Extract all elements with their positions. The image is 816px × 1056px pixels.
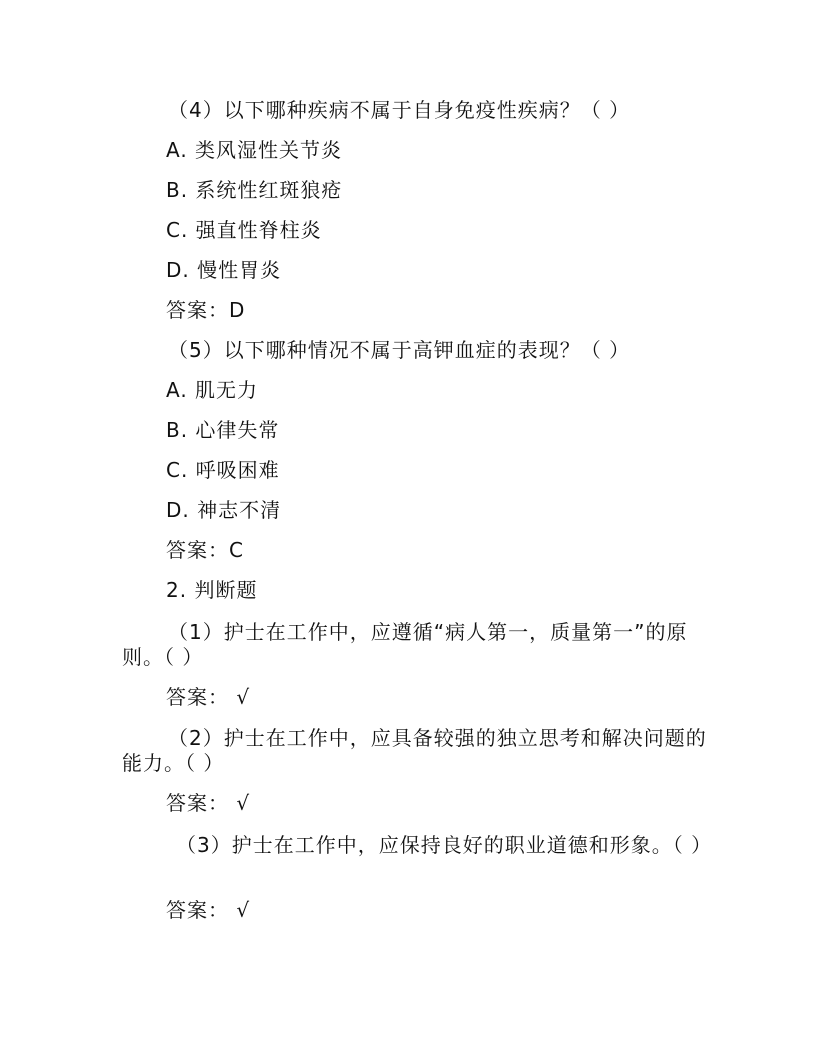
question-4-stem: （4）以下哪种疾病不属于自身免疫性疾病？（ ）	[168, 98, 631, 122]
question-5-stem: （5）以下哪种情况不属于高钾血症的表现？（ ）	[168, 338, 631, 362]
question-5-option-a: A. 肌无力	[166, 378, 259, 402]
true-false-item-3-answer: 答案： √	[166, 898, 251, 922]
question-5-option-d: D. 神志不清	[166, 498, 282, 522]
question-4-option-d: D. 慢性胃炎	[166, 258, 282, 282]
true-false-item-1: （1）护士在工作中，应遵循“病人第一，质量第一”的原则。（ ）	[122, 620, 688, 669]
question-4-option-a: A. 类风湿性关节炎	[166, 138, 343, 162]
question-5-option-c: C. 呼吸困难	[166, 458, 280, 482]
true-false-item-3: （3）护士在工作中，应保持良好的职业道德和形象。（ ）	[176, 833, 713, 857]
question-5-answer: 答案：C	[166, 538, 244, 562]
section-2-heading: 2. 判断题	[166, 578, 258, 602]
question-4-option-b: B. 系统性红斑狼疮	[166, 178, 343, 202]
true-false-item-1-answer: 答案： √	[166, 685, 251, 709]
true-false-item-2: （2）护士在工作中，应具备较强的独立思考和解决问题的能力。（ ）	[122, 726, 707, 775]
question-4-option-c: C. 强直性脊柱炎	[166, 218, 322, 242]
question-5-option-b: B. 心律失常	[166, 418, 280, 442]
question-4-answer: 答案：D	[166, 298, 246, 322]
true-false-item-2-answer: 答案： √	[166, 791, 251, 815]
